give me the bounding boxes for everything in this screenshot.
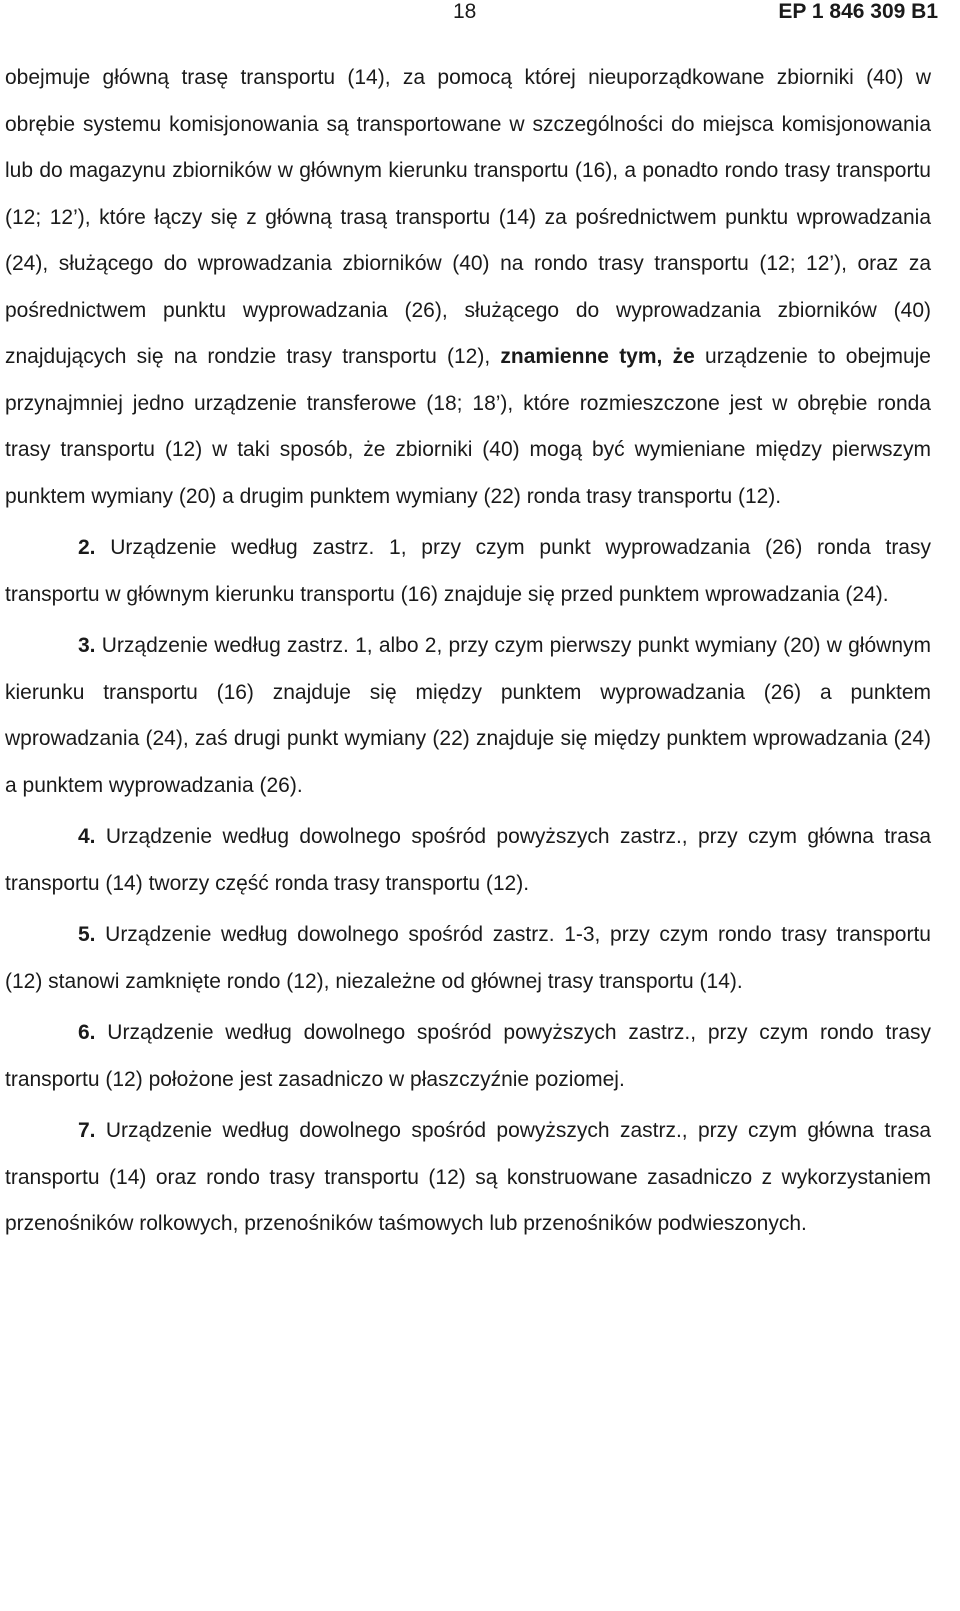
claim-7-text: Urządzenie według dowolnego spośród powyższych zastrz., przy czym główna trasa transportu (14) oraz rondo trasy transportu (12) są konstruowane zasadniczo z wykorzystaniem przenośników rolkowych, przenośników taśmowych lub przenośników podwieszonych. <box>5 1119 931 1235</box>
claim-1-characterising-phrase: znamienne tym, że <box>500 345 695 368</box>
claim-6-text: Urządzenie według dowolnego spośród powyższych zastrz., przy czym rondo trasy transportu (12) położone jest zasadniczo w płaszczyźnie poziomej. <box>5 1021 931 1091</box>
document-number: EP 1 846 309 B1 <box>778 0 938 23</box>
claim-1-continuation <box>5 55 931 520</box>
claim-3 <box>5 623 931 809</box>
claim-2 <box>5 525 931 618</box>
claim-4-text: Urządzenie według dowolnego spośród powyższych zastrz., przy czym główna trasa transportu (14) tworzy część ronda trasy transportu (12). <box>5 825 931 895</box>
claim-5 <box>5 912 931 1005</box>
claim-3-text: Urządzenie według zastrz. 1, albo 2, przy czym pierwszy punkt wymiany (20) w głównym kierunku transportu (16) znajduje się między punktem wyprowadzania (26) a punktem wprowadzania (24), zaś drugi punkt wymiany (22) znajduje się między punktem wprowadzania (24) a punktem wyprowadzania (26). <box>5 634 931 797</box>
claim-3-number: 3. <box>78 634 96 657</box>
claim-4-number: 4. <box>78 825 96 848</box>
claim-4 <box>5 814 931 907</box>
claim-5-number: 5. <box>78 923 96 946</box>
claim-1-text-part1: obejmuje główną trasę transportu (14), za pomocą której nieuporządkowane zbiorniki (40) w obrębie systemu komisjonowania są transportowane w szczególności do miejsca komisjonowania lub do magazynu zbiorników w głównym kierunku transportu (16), a ponadto rondo trasy transportu (12; 12’), które łączy się z główną trasą transportu (14) za pośrednictwem punktu wprowadzania (24), służącego do wprowadzania zbiorników (40) na rondo trasy transportu (12; 12’), oraz za pośrednictwem punktu wyprowadzania (26), służącego do wyprowadzania zbiorników (40) znajdujących się na rondzie trasy transportu (12), <box>5 66 931 368</box>
claim-6-number: 6. <box>78 1021 96 1044</box>
claim-6 <box>5 1010 931 1103</box>
claim-2-number: 2. <box>78 536 96 559</box>
claim-1-text-part2: urządzenie to obejmuje przynajmniej jedno urządzenie transferowe (18; 18’), które rozmieszczone jest w obrębie ronda trasy transportu (12) w taki sposób, że zbiorniki (40) mogą być wymieniane między pierwszym punktem wymiany (20) a drugim punktem wymiany (22) ronda trasy transportu (12). <box>5 345 931 508</box>
claim-7 <box>5 1108 931 1248</box>
page-number: 18 <box>453 0 477 23</box>
claims-text <box>5 55 931 1248</box>
claim-2-text: Urządzenie według zastrz. 1, przy czym punkt wyprowadzania (26) ronda trasy transportu w głównym kierunku transportu (16) znajduje się przed punktem wprowadzania (24). <box>5 536 931 606</box>
claim-5-text: Urządzenie według dowolnego spośród zastrz. 1-3, przy czym rondo trasy transportu (12) stanowi zamknięte rondo (12), niezależne od głównej trasy transportu (14). <box>5 923 931 993</box>
claim-7-number: 7. <box>78 1119 96 1142</box>
